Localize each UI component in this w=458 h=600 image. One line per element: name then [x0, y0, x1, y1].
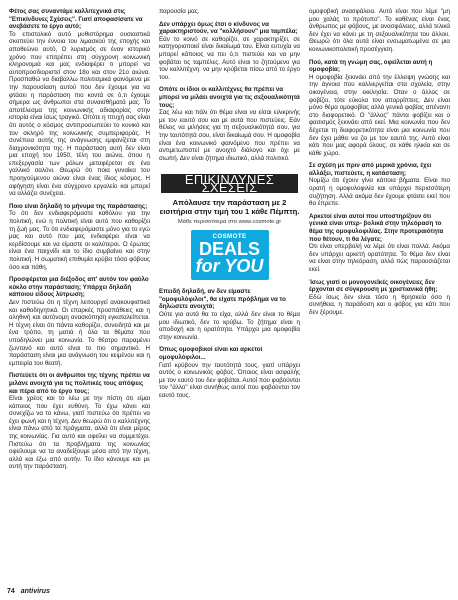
ad-website[interactable]: Μάθε περισσότερα στο www.cosmote.gr — [177, 218, 282, 225]
interview-question: Πιστεύετε ότι οι άνθρωποι της τέχνης πρέπει να μιλάνε ανοιχτά για τις πολιτικές τους απόψεις και πέρα από το έργο τους; — [9, 372, 150, 395]
article-body — [9, 8, 451, 576]
interview-question: Σε σχέση με πριν από μερικά χρόνια, έχει αλλάξει, πιστεύετε, η κατάσταση; — [309, 162, 432, 177]
interview-question: Οπότε οι ίδιοι οι καλλιτέχνες θα πρέπει να μπορεί να μιλάει ανοιχτά για τις σεξουαλικότητά τους; — [159, 86, 300, 109]
interview-answer: παρουσία μας. — [159, 8, 200, 15]
magazine-brand: antivirus — [20, 588, 50, 595]
interview-question: Επειδή δηλαδή, αν δεν είμαστε "ομοφυλόφιλοι", θα είχατε πρόβλημα να το δηλώσετε ανοιχτά; — [159, 288, 286, 311]
interview-question: Όπως ομοφοβικοί είναι και αρκετοί ομοφυλόφιλοι... — [159, 346, 263, 361]
column-2 — [159, 8, 300, 576]
cosmote-deals-logo — [191, 230, 269, 280]
interview-question: Φέτος σας συναντάμε καλλιτεχνικά στις "Επικίνδυνες Σχέσεις". Γιατί αποφασίσατε να ανεβάσετε το έργο αυτό; — [9, 8, 143, 31]
ad-title: ΕΠΙΚΙΝΔΥΝΕΣ ΣΧΕΣΕΙΣ — [161, 174, 298, 193]
interview-answer: Δεν πιστεύω ότι η τέχνη λειτουργεί ανακουφιστικά και καθοδηγητικά. Οι επαρκές προσπάθειες και η αληθινή και αυτόνομη ανασκόπηση εγκαταλείπεται. Η τέχνη είναι ότι πάντα καθορίζει, συνειδητά και με ένα τρόπο, τη ματιά ή όλα τα θέματα που υποδηλώνει μια κοινωνία. Το θέατρο παραμένει ζωντανό και αυτό είναι το πιο σημαντικό. Η παράσταση είναι μια ανάγνωση του κειμένου και η εμπειρία του θεατή. — [9, 298, 150, 367]
interview-question: Ίσως γιατί οι μονογονεϊκές οικογένειες δεν έρχονται σε σύγκρουση με χριστιανικά ήθη; — [309, 278, 438, 294]
interview-answer: Το ότι δεν ενδιαφερόμαστε καθόλου για την πολιτική, ενώ η πολιτική είναι αυτό που καθορίζει τη ζωή μας. Το ότι ενδιαφερόμαστε μόνο για το εγώ μας και αυτό που μας ενδιαφέρει είναι να κερδίσουμε και να είμαστε οι καλύτεροι. Ο έρωτας είναι ένα παιχνίδι και το ίδιο συμβαίνει και στην πολιτική. Η σωματική επιθυμία κρύβει τόσο φόβους όσο και πάθη. — [9, 210, 150, 271]
logo-line-1: COSMOTE — [212, 233, 247, 241]
ad-subtitle: Απόλαυσε την παράσταση με 2 εισιτήρια στην τιμή του 1 κάθε Πέμπτη. — [159, 198, 300, 217]
interview-answer: Είναι χρέος και το λέω με την πίστη ότι είμαι κάποιος που έχει ευθύνη. Το έχω κάνει και συνεχίζω να το κάνω, γιατί πιστεύω ότι πρέπει να έχει φωνή και η τέχνη. Δεν θεωρώ ότι ο καλλιτέχνης είναι πάνω από τα πράγματα, αλλά ότι είναι μέρος της κοινωνίας. Για αυτό και οφείλει να συμμετέχει. Πιστεύω ότι τα προβλήματα της κοινωνίας οφείλουμε να τα αναδείξουμε μέσα από την τέχνη, αλλά και έξω από αυτήν. Το ίδιο κάνουμε και με αυτή την παράσταση. — [9, 395, 150, 471]
interview-question: Δεν υπάρχει όμως έτσι ο κίνδυνος να χαρακτηριστούν, να "κολλήσουν" μια ταμπέλα; — [159, 20, 298, 36]
interview-answer: Νομίζω ότι έχουν γίνει κάποια βήματα. Είναι πιο ορατή η ομοφυλοφιλία και υπάρχει περισσότερη συζήτηση. Αλλά ακόμα δεν έχουμε φτάσει εκεί που θα έπρεπε. — [309, 177, 450, 208]
interview-answer: Εάν το κοινό σε καθορίζει, σε χαρακτηρίζει, σε κατηγοριοποιεί είναι δικαίωμά του. Είναι ευτυχία να μπορεί κάποιος να πει ό,τι πιστεύει και να μην φοβάται τις ταμπέλες. Αυτό είναι το ζητούμενο για τον καλλιτέχνη: να μην κρύβεται πίσω από το έργο του. — [159, 35, 300, 81]
interview-answer: Ότι είναι υπερβολή να λέμε ότι είναι πολλά. Ακόμα δεν υπάρχει αρκετή ορατότητα. Το θέμα δεν είναι να είναι στην τηλεόραση, αλλά πώς παρουσιάζεται εκεί. — [309, 243, 450, 273]
interview-question: Ποιο είναι δηλαδή το μήνυμα της παράστασης; — [9, 202, 148, 210]
promo-ad[interactable] — [159, 174, 300, 280]
logo-line-3: for YOU — [195, 256, 264, 277]
interview-answer: Το επιστολικό αυτό μυθιστόρημα ουσιαστικά σκοπεύει την έννοια του λιμασκού της εποχής και αποθεώνει αυτό, Ο λυρισμός σε έναν ιστορικό χρόνο που επιτρέπει στη σύγχρονη κοινωνική κληρονομιά και μας ενδιαφέρει τι μπορεί να αυτοπροσδιοριστεί στον 18ο και στον 21ο αιώνα. Προσπαθώ να διαβαλλω πολιτισμικά φαινόμενα με την παρουσίαση αυτού που δεν έχουμε για να φτάσει η παράσταση πιο κοντά σε ό,τι έχουμε σήμερα ως άνθρωποι στα συναισθήματά μας. Το αποτέλεσμα της κοινωνικής αδιαφορίας στην ιστορία είναι ίσως τραγικό. Οπότε η πτυχή σας είναι ότι αυτός ο κόσμος αντιπροσωπεύει το κυνικό και τον σκληρό της κοινωνικής συμπεριφοράς. Η συνέπεια αυτής της ανάγνωσης εμφανίζεται στη διαχρονικότητα της. Η παράσταση αυτή δεν είναι μια εποχή του 1950, τέλη του αιώνα, όπου η επεξεργασία των ρόλων μεταφέρεται σε ένα γαλλικό σαλόνι. Θεωρώ ότι ποια γυναίκα του προηγούμενου αιώνα είναι ένας ίδιος κόσμος. Η αφήγηση είναι ένα σύγχρονο εργαλείο και μπορεί να αλλάζει συνέχεια. — [9, 30, 150, 198]
interview-answer: Η ομοφοβία ξεκινάει από την έλλειψη γνώσης και την άγνοια που καλλιεργείται στα σχολεία, στην οικογένεια, στην εκκλησία. Όταν ο άλλος σε φοβίζει, τότε εύκολα τον απορρίπτεις. Δεν είναι μόνο θέμα ομοφοβίας αλλά γενικά φοβίας απέναντι στο διαφορετικό. Ο "άλλος" πάντα φοβίζει και ο φασισμός ξεκινάει από εκεί. Μια κοινωνία που δεν δέχεται τη διαφορετικότητα είναι μια κοινωνία που δεν έχει μάθει να ζει με τον εαυτό της. Αυτό είναι κάτι που μας αφορά όλους, σε κάθε ηλικία και σε κάθε χώρο. — [309, 73, 450, 157]
column-1 — [9, 8, 150, 576]
interview-answer: Γιατί κρύβουν την ταυτότητά τους, γιατί υπάρχει αυτός ο κοινωνικός φόβος. Όποιος είναι ασφαλής με τον εαυτό του δεν φοβάται. Αυτοί που φοβούνται τον "άλλο" είναι συνήθως αυτοί που φοβούνται τον εαυτό τους. — [159, 361, 300, 399]
column-3 — [309, 8, 450, 576]
interview-question: Αρκετοί είναι αυτοί που υποστηρίζουν ότι γενικά είναι υπερ- βολικά στην τηλεόραση το θέμα της ομοφυλοφιλίας. Στην προτεραιότητα που θέτουν, τι θα λέγατε; — [309, 212, 444, 243]
interview-question: Πού, κατά τη γνώμη σας, οφείλεται αυτή η ομοφοβία; — [309, 58, 433, 74]
page-footer — [7, 588, 50, 595]
interview-question: Προσφέρεται μια διέξοδος απ' αυτόν τον φαύλο κύκλο στην παράσταση; Υπάρχει δηλαδή κάποιου είδους λύτρωση; — [9, 276, 149, 299]
interview-answer: ομοφοβική ανασφάλεια. Αυτό είναι που λέμε "μη μου χαλάς το πρότυπο". Το καθένας είναι ένας άνθρωπος με φόβους, με ανασφάλειες, αλλά τελικά δεν έχει να κάνει με τη σεξουαλικότητα του άλλου. Θεωρώ ότι όλα αυτά είναι ενσωματωμένα σε μια κοινωνικοπολιτική προσέγγιση. — [309, 8, 450, 53]
interview-answer: Εδώ ίσως δεν είναι τόσο η θρησκεία όσο η συνήθεια, η παράδοση και ο φόβος για κάτι που δεν ξέρουμε. — [309, 293, 450, 316]
page-number: 74 — [7, 588, 15, 595]
interview-answer: Σας λέω και πάλι ότι θέμα είναι να είσαι ειλικρινής με τον εαυτό σου και με αυτά που πιστεύεις. Εάν θέλεις να μιλήσεις για τη σεξουαλικότητά σου, για την ταυτότητά σου, είναι δικαίωμά σου. Η ομοφοβία είναι ένα κοινωνικό φαινόμενο που πρέπει να αντιμετωπιστεί με ανοιχτό διάλογο και όχι με σιωπή. Δεν είναι ζήτημα ιδιωτικό, αλλά πολιτικό. — [159, 109, 300, 162]
interview-answer: Ούτε για αυτά θα το είχα, αλλά δεν είναι το θέμα μου ιδιωτικό, δεν το κρύβω. Το ζήτημα είναι η αποδοχή και η ορατότητα. Υπάρχει μια ομοφοβία στην κοινωνία. — [159, 311, 300, 341]
logo-line-2: DEALS — [198, 239, 260, 260]
